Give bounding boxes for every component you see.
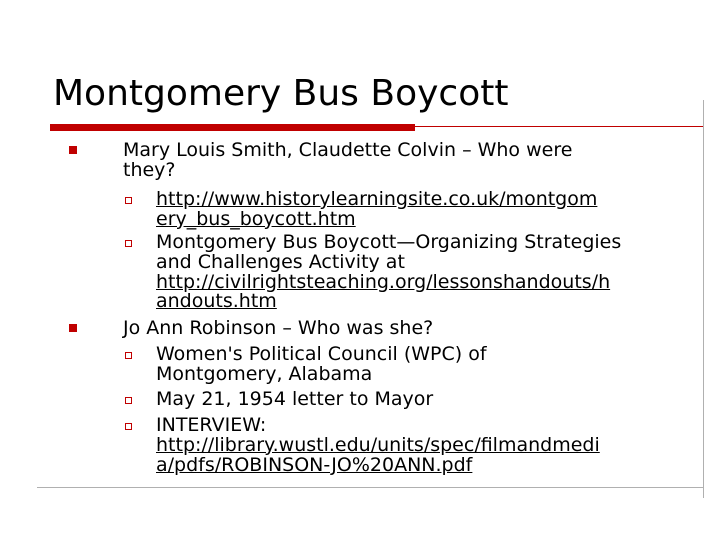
bullet-item-1 (123, 141, 683, 181)
sub-item-2-3-link-line-1[interactable]: http://library.wustl.edu/units/spec/filmandmedi (156, 433, 600, 456)
sub-item-1-1-link-line-1[interactable]: http://www.historylearningsite.co.uk/montgom (156, 188, 598, 210)
sub-item-2-2 (156, 390, 676, 410)
sub-item-1-2-line-1: Montgomery Bus Boycott—Organizing Strategies (156, 231, 622, 253)
title-divider-thick (50, 124, 415, 131)
sub-item-2-3-link-line-2[interactable]: a/pdfs/ROBINSON-JO%20ANN.pdf (156, 453, 473, 476)
sub-item-2-1 (156, 345, 676, 385)
bullet-item-1-line-1: Mary Louis Smith, Claudette Colvin – Who were (123, 139, 573, 161)
sub-item-1-2 (156, 233, 676, 312)
hollow-square-bullet-icon (125, 397, 132, 404)
sub-item-2-3 (156, 416, 676, 475)
sub-item-1-2-line-2: and Challenges Activity at (156, 250, 405, 273)
sub-item-2-1-line-2: Montgomery, Alabama (156, 362, 373, 385)
square-bullet-icon (69, 324, 77, 332)
slide-title: Montgomery Bus Boycott (53, 73, 509, 114)
hollow-square-bullet-icon (125, 352, 132, 359)
sub-item-1-1-link-line-2[interactable]: ery_bus_boycott.htm (156, 207, 356, 230)
hollow-square-bullet-icon (125, 197, 132, 204)
sub-item-1-2-link-line-1[interactable]: http://civilrightsteaching.org/lessonshandouts/h (156, 270, 611, 293)
frame-line-horizontal (37, 487, 704, 488)
sub-item-2-3-line-1: INTERVIEW: (156, 414, 267, 436)
frame-line-vertical (703, 100, 704, 498)
sub-item-2-1-line-1: Women's Political Council (WPC) of (156, 343, 487, 365)
bullet-item-2-line-1: Jo Ann Robinson – Who was she? (123, 317, 434, 339)
sub-item-2-2-line-1: May 21, 1954 letter to Mayor (156, 388, 434, 410)
hollow-square-bullet-icon (125, 423, 132, 430)
bullet-item-2 (123, 319, 683, 339)
sub-item-1-2-link-line-2[interactable]: andouts.htm (156, 290, 277, 313)
sub-item-1-1[interactable] (156, 190, 676, 230)
bullet-item-1-line-2: they? (123, 158, 176, 181)
square-bullet-icon (69, 146, 77, 154)
hollow-square-bullet-icon (125, 240, 132, 247)
